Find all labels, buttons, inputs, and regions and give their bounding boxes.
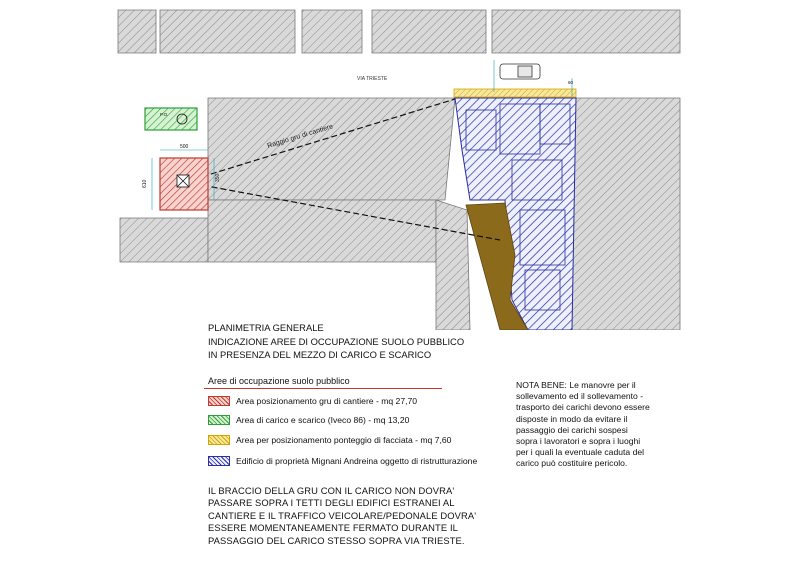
truck-loading-area [145,108,197,130]
legend-item-scaffold [208,434,451,446]
crane-warning [208,485,476,547]
legend-label: Area posizionamento gru di cantiere - mq 27,70 [236,396,418,406]
warning-line: IL BRACCIO DELLA GRU CON IL CARICO NON DOVRA' [208,485,455,496]
warning-line: PASSAGGIO DEL CARICO STESSO SOPRA VIA TRIESTE. [208,534,465,546]
buildings-south [120,98,680,330]
crane-radius-label: Raggio gru di cantiere [266,123,335,150]
facade-dim: 60 [568,80,574,85]
legend-label: Area di carico e scarico (Iveco 86) - mq 13,20 [236,415,410,425]
crane-symbol [177,175,189,187]
crane-height-dim: 610 [142,179,148,188]
nota-line: NOTA BENE: Le manovre per il [516,380,636,390]
crane-width-dim: 500 [180,144,189,150]
drawing-title [208,321,464,362]
title-line-1: PLANIMETRIA GENERALE [208,322,324,333]
truck-icon [500,64,540,79]
legend-label: Edificio di proprietà Mignani Andreina oggetto di ristrutturazione [236,456,478,466]
legend-divider [204,388,442,389]
scaffold-swatch-icon [208,435,230,445]
building-swatch-icon [208,456,230,466]
truck-area-label: P.O. [160,112,169,117]
loading-swatch-icon [208,415,230,425]
nota-bene [516,380,688,470]
legend-title: Aree di occupazione suolo pubblico [208,376,350,386]
warning-line: PASSARE SOPRA I TETTI DEGLI EDIFICI ESTRANEI AL [208,497,455,509]
buildings-north [118,10,680,53]
nota-line: trasporto dei carichi devono essere [516,402,650,413]
legend-item-building [208,455,477,467]
facade-scaffold-area [454,89,576,97]
nota-line: sopra i lavoratori e sopra i luoghi [516,436,641,447]
title-line-3: IN PRESENZA DEL MEZZO DI CARICO E SCARICO [208,349,432,360]
legend-item-loading [208,414,409,426]
nota-line: per i quali la eventuale caduta del [516,447,645,458]
nota-line: carico può costituire pericolo. [516,458,628,469]
legend-item-crane [208,395,417,407]
nota-line: passaggio dei carichi sospesi [516,424,628,435]
crane-side-dim: 350 [215,173,221,182]
nota-line: sollevamento ed il sollevamento - [516,391,644,402]
title-line-2: INDICAZIONE AREE DI OCCUPAZIONE SUOLO PUBBLICO [208,335,465,347]
legend-label: Area per posizionamento ponteggio di facciata - mq 7,60 [236,435,452,445]
street-label: VIA TRIESTE [357,76,388,82]
warning-line: ESSERE MOMENTANEAMENTE FERMATO DURANTE IL [208,522,458,534]
crane-swatch-icon [208,396,230,406]
nota-line: disposte in modo da evitare il [516,413,628,424]
warning-line: CANTIERE E IL TRAFFICO VEICOLARE/PEDONALE DOVRA' [208,509,477,521]
